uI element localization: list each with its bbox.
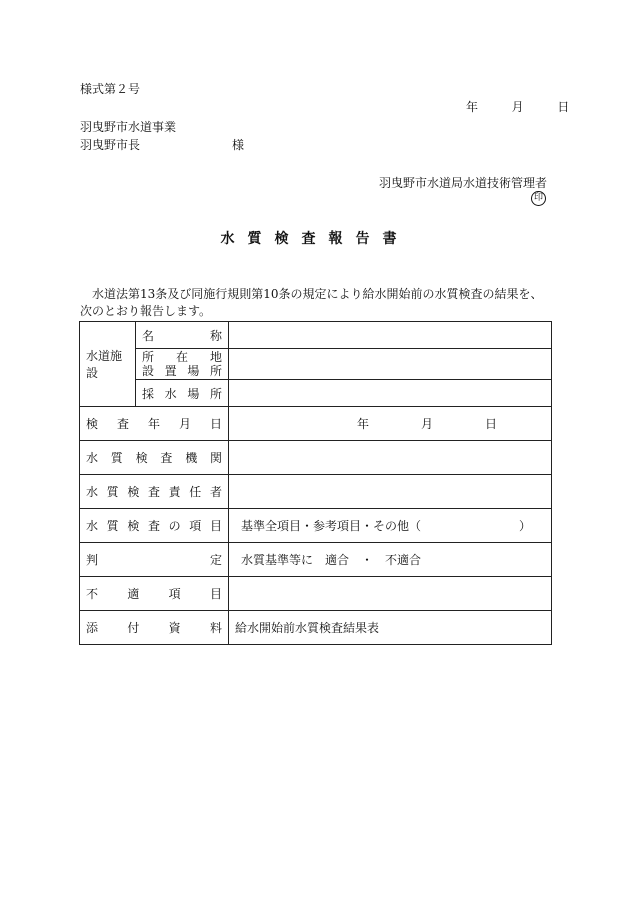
date-year-label: 年 — [466, 100, 479, 114]
inspection-day: 日 — [484, 417, 497, 431]
nonconforming-items-field[interactable] — [229, 577, 552, 611]
judgement-value: 水質基準等に 適合 ・ 不適合 — [241, 553, 422, 567]
intake-location-label: 採 水 場 所 — [136, 380, 229, 407]
judgement-label: 判 定 — [80, 543, 229, 577]
inspection-items-field[interactable] — [229, 509, 552, 543]
facility-location-field[interactable] — [229, 349, 552, 380]
inspection-items-value: 基準全項目・参考項目・その他（ — [241, 519, 422, 533]
inspection-month: 月 — [420, 417, 433, 431]
nonconforming-items-label: 不 適 項 目 — [80, 577, 229, 611]
judgement-field[interactable] — [229, 543, 552, 577]
inspection-items-close: ） — [518, 519, 531, 533]
document-title: 水質検査報告書 — [220, 231, 410, 247]
inspection-items-label: 水 質 検 査 の 項 目 — [80, 509, 229, 543]
inspection-year: 年 — [356, 417, 369, 431]
honorific: 様 — [232, 138, 245, 152]
inspection-date-label: 検 査 年 月 日 — [80, 407, 229, 441]
facility-name-field[interactable] — [229, 322, 552, 349]
addressee-org: 羽曳野市水道事業 — [80, 120, 177, 134]
attachment-value: 給水開始前水質検査結果表 — [235, 621, 380, 635]
inspection-agency-label: 水 質 検 査 機 関 — [80, 441, 229, 475]
inspection-responsible-label: 水 質 検 査 責 任 者 — [80, 475, 229, 509]
date-month-label: 月 — [511, 100, 524, 114]
attachment-field[interactable] — [229, 611, 552, 645]
seal-mark: 印 — [531, 191, 546, 206]
addressee-mayor: 羽曳野市長 — [80, 138, 141, 152]
submission-date — [466, 100, 569, 114]
attachment-label: 添 付 資 料 — [80, 611, 229, 645]
facility-name-label: 名 称 — [136, 322, 229, 349]
inspection-date-field[interactable] — [229, 407, 552, 441]
inspection-responsible-field[interactable] — [229, 475, 552, 509]
report-form-table — [79, 321, 552, 645]
facility-location-label: 所 在 地 設 置 場 所 — [136, 349, 229, 380]
date-day-label: 日 — [557, 100, 570, 114]
facility-label: 水道施設 — [80, 322, 136, 407]
form-number: 様式第２号 — [80, 82, 141, 96]
inspection-agency-field[interactable] — [229, 441, 552, 475]
report-statement: 水道法第13条及び同施行規則第10条の規定により給水開始前の水質検査の結果を、次のとおり報告します。 — [80, 287, 543, 318]
intake-location-field[interactable] — [229, 380, 552, 407]
reporter-title: 羽曳野市水道局水道技術管理者 — [378, 176, 547, 190]
